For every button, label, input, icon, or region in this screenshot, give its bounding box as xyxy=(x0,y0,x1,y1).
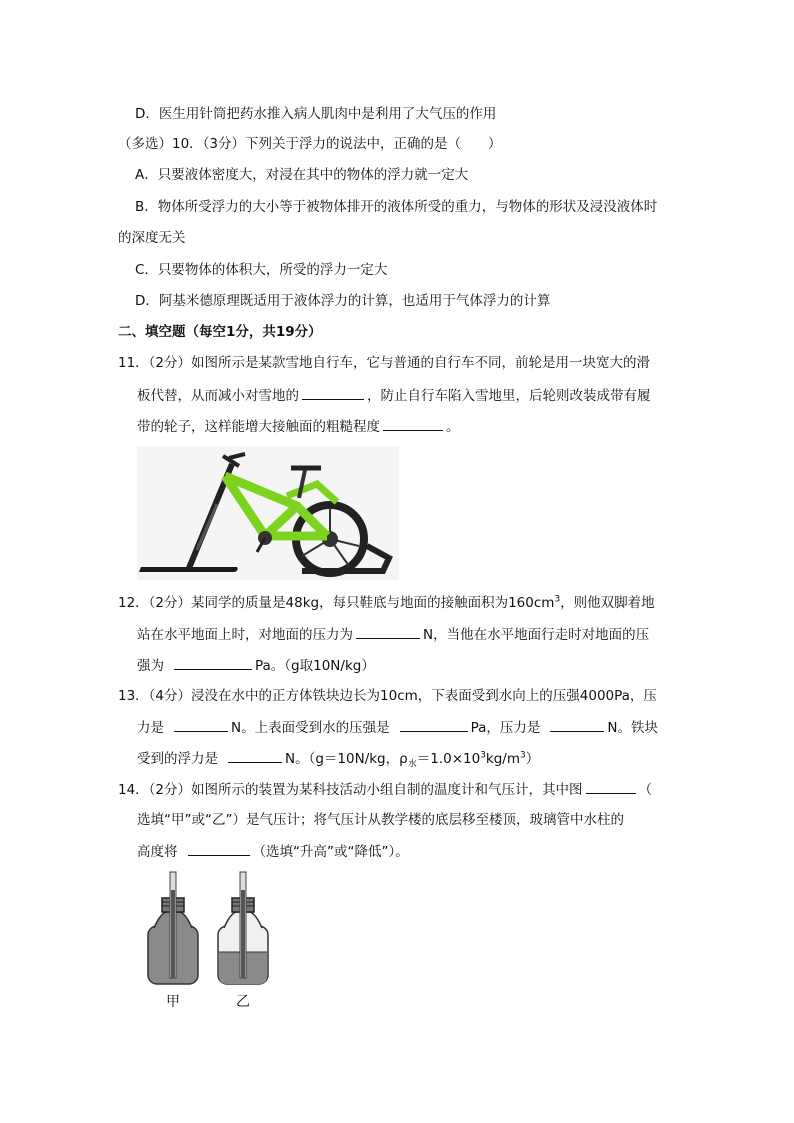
answer-blank[interactable] xyxy=(550,717,604,732)
q11-text: 带的轮子，这样能增大接触面的粗糙程度 xyxy=(137,419,380,435)
q13-line1: 13．（4分）浸没在水中的正方体铁块边长为10cm，下表面受到水向上的压强4000Pa，压 xyxy=(118,688,657,704)
q13-text: ＝1.0×10 xyxy=(416,751,481,767)
answer-blank[interactable] xyxy=(228,748,282,763)
q12-line2 xyxy=(137,624,649,645)
q13-text: N。铁块 xyxy=(607,720,659,736)
q10-option-c: C．只要物体的体积大，所受的浮力一定大 xyxy=(135,262,388,278)
label-jia: 甲 xyxy=(166,994,180,1010)
answer-blank[interactable] xyxy=(188,841,250,856)
q14-line2: 选填“甲”或“乙”）是气压计；将气压计从教学楼的底层移至楼顶，玻璃管中水柱的 xyxy=(137,812,624,828)
q11-line1: 11．（2分）如图所示是某款雪地自行车，它与普通的自行车不同，前轮是用一块宽大的滑 xyxy=(118,355,651,371)
q9-option-d: D．医生用针筒把药水推入病人肌肉中是利用了大气压的作用 xyxy=(135,106,497,122)
answer-blank[interactable] xyxy=(174,655,252,670)
q12-line3 xyxy=(137,655,375,676)
q10-option-a: A．只要液体密度大，对浸在其中的物体的浮力就一定大 xyxy=(135,167,469,183)
bottle-jia xyxy=(148,872,198,984)
superscript: 3 xyxy=(480,750,486,761)
q13-text: kg/m xyxy=(485,751,521,767)
superscript: 3 xyxy=(554,594,561,605)
bottles-figure xyxy=(140,868,270,1013)
q13-text: N。上表面受到水的压强是 xyxy=(231,720,390,736)
q11-text: ，防止自行车陷入雪地里，后轮则改装成带有履 xyxy=(367,388,651,404)
label-yi: 乙 xyxy=(236,994,250,1010)
q13-line2 xyxy=(137,717,658,738)
water-column xyxy=(241,890,245,978)
answer-blank[interactable] xyxy=(174,717,228,732)
q12-text: Pa。（g取10N/kg） xyxy=(255,658,375,674)
q10-option-d: D．阿基米德原理既适用于液体浮力的计算，也适用于气体浮力的计算 xyxy=(135,293,551,309)
q11-text: 。 xyxy=(446,419,460,435)
q14-text: 14．（2分）如图所示的装置为某科技活动小组自制的温度计和气压计，其中图 xyxy=(118,782,583,798)
q12-text: ，则他双脚着地 xyxy=(560,595,655,611)
q12-text: N，当他在水平地面行走时对地面的压 xyxy=(423,627,650,643)
water-column xyxy=(171,890,175,978)
q13-text: ） xyxy=(525,751,540,767)
q12-text: 12．（2分）某同学的质量是48kg，每只鞋底与地面的接触面积为160cm xyxy=(118,595,555,611)
q12-text: 站在水平地面上时，对地面的压力为 xyxy=(137,627,353,643)
section-title: 二、填空题（每空1分，共19分） xyxy=(118,324,322,340)
q14-text: 高度将 xyxy=(137,844,178,860)
answer-blank[interactable] xyxy=(383,416,443,431)
q13-text: Pa，压力是 xyxy=(470,720,541,736)
q11-line3 xyxy=(137,416,460,437)
bottle-yi xyxy=(218,872,268,984)
q14-text: （ xyxy=(638,782,653,798)
q10-stem: （多选）10．（3分）下列关于浮力的说法中，正确的是（ ） xyxy=(118,136,502,152)
answer-blank[interactable] xyxy=(356,624,420,639)
q10-option-b-line2: 的深度无关 xyxy=(118,230,186,246)
q13-line3 xyxy=(137,748,539,769)
superscript: 3 xyxy=(520,750,526,761)
q14-line3 xyxy=(137,841,409,862)
q12-text: 强为 xyxy=(137,658,164,674)
answer-blank[interactable] xyxy=(302,385,364,400)
q11-line2 xyxy=(137,385,651,406)
q14-text: （选填“升高”或“降低”）。 xyxy=(252,844,409,860)
q13-text: N。（g＝10N/kg，ρ xyxy=(285,751,408,767)
q14-line1 xyxy=(118,779,652,800)
snow-bike-figure xyxy=(137,446,399,580)
q13-text: 受到的浮力是 xyxy=(137,751,218,767)
subscript: 水 xyxy=(407,759,417,770)
answer-blank[interactable] xyxy=(400,717,468,732)
q12-line1 xyxy=(118,593,655,613)
q10-option-b-line1: B．物体所受浮力的大小等于被物体排开的液体所受的重力，与物体的形状及浸没液体时 xyxy=(135,199,658,215)
q11-text: 板代替，从而减小对雪地的 xyxy=(137,388,299,404)
answer-blank[interactable] xyxy=(586,779,636,794)
q13-text: 力是 xyxy=(137,720,164,736)
ski xyxy=(139,567,238,572)
